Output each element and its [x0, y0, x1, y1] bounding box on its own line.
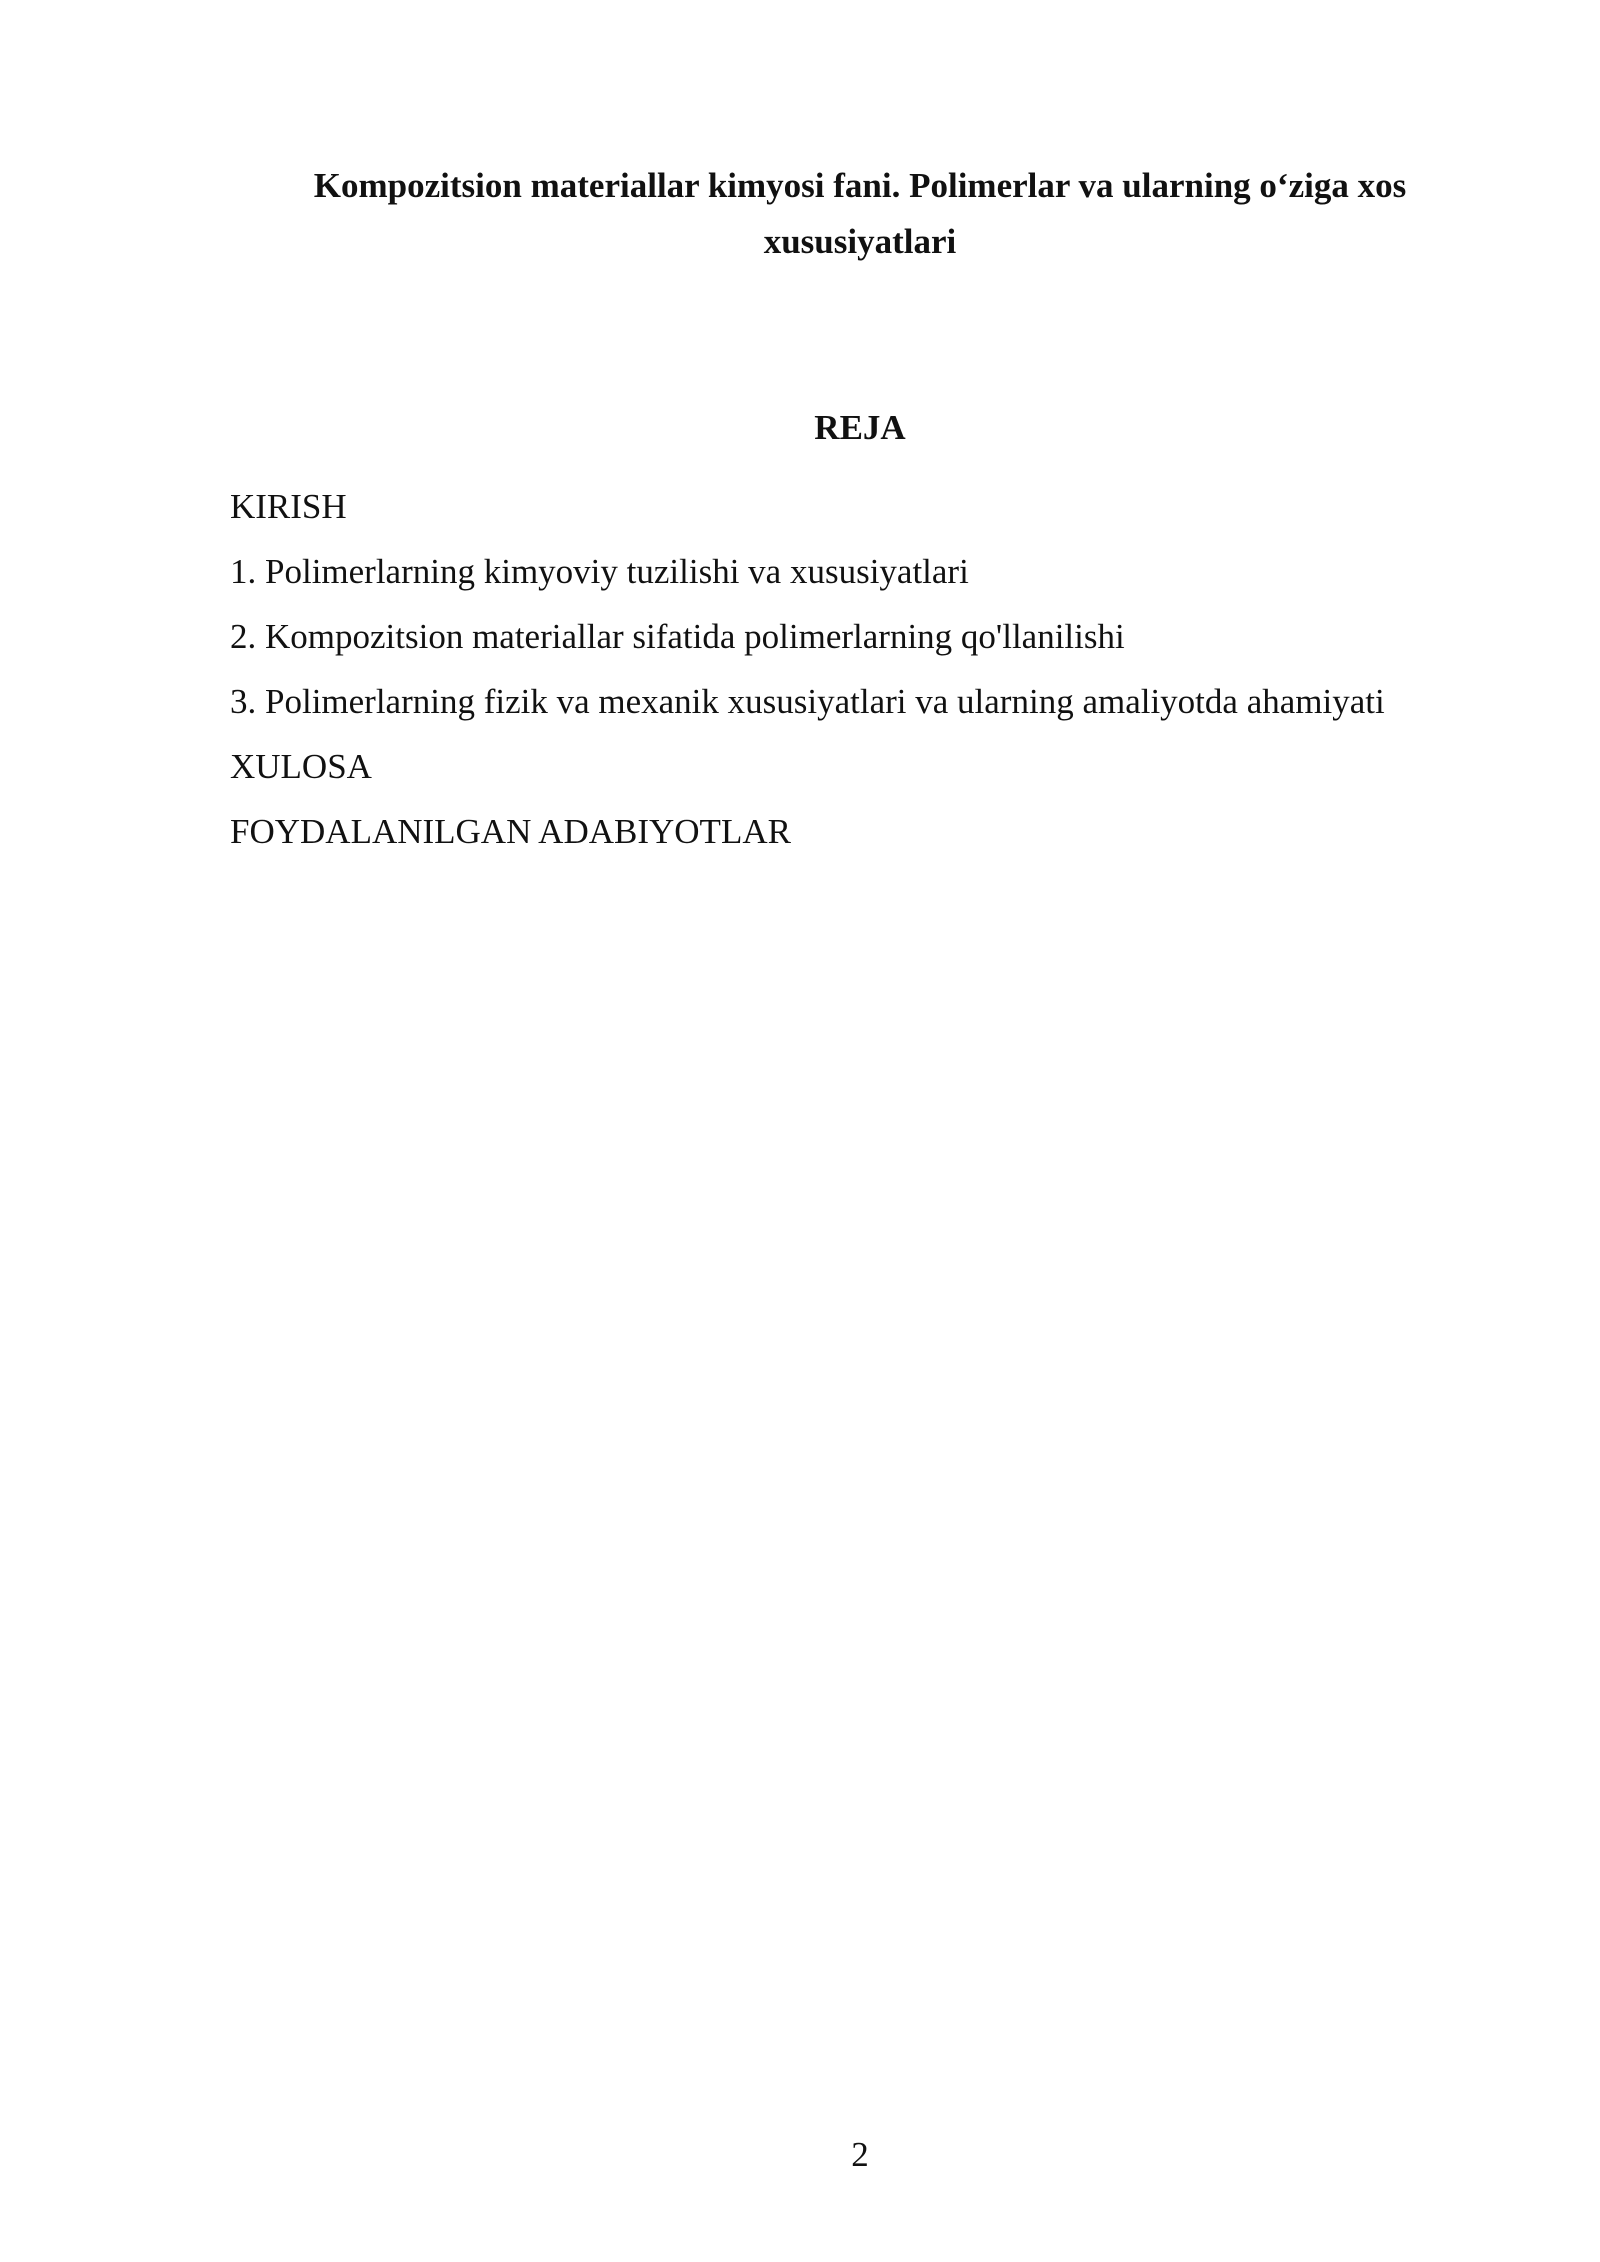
document-title: Kompozitsion materiallar kimyosi fani. Polimerlar va ularning o‘ziga xos xususiyatlari — [313, 166, 1407, 261]
plan-item-3: 3. Polimerlarning fizik va mexanik xususiyatlari va ularning amaliyotda ahamiyati — [230, 682, 1385, 721]
plan-item-introduction: KIRISH — [230, 487, 347, 526]
plan-item-1: 1. Polimerlarning kimyoviy tuzilishi va xususiyatlari — [230, 552, 969, 591]
plan-heading: REJA — [814, 408, 906, 447]
page-number: 2 — [851, 2135, 869, 2174]
plan-item-2: 2. Kompozitsion materiallar sifatida polimerlarning qo'llanilishi — [230, 617, 1125, 656]
plan-item-references: FOYDALANILGAN ADABIYOTLAR — [230, 812, 791, 851]
plan-list — [230, 474, 1530, 864]
plan-item-conclusion: XULOSA — [230, 747, 372, 786]
